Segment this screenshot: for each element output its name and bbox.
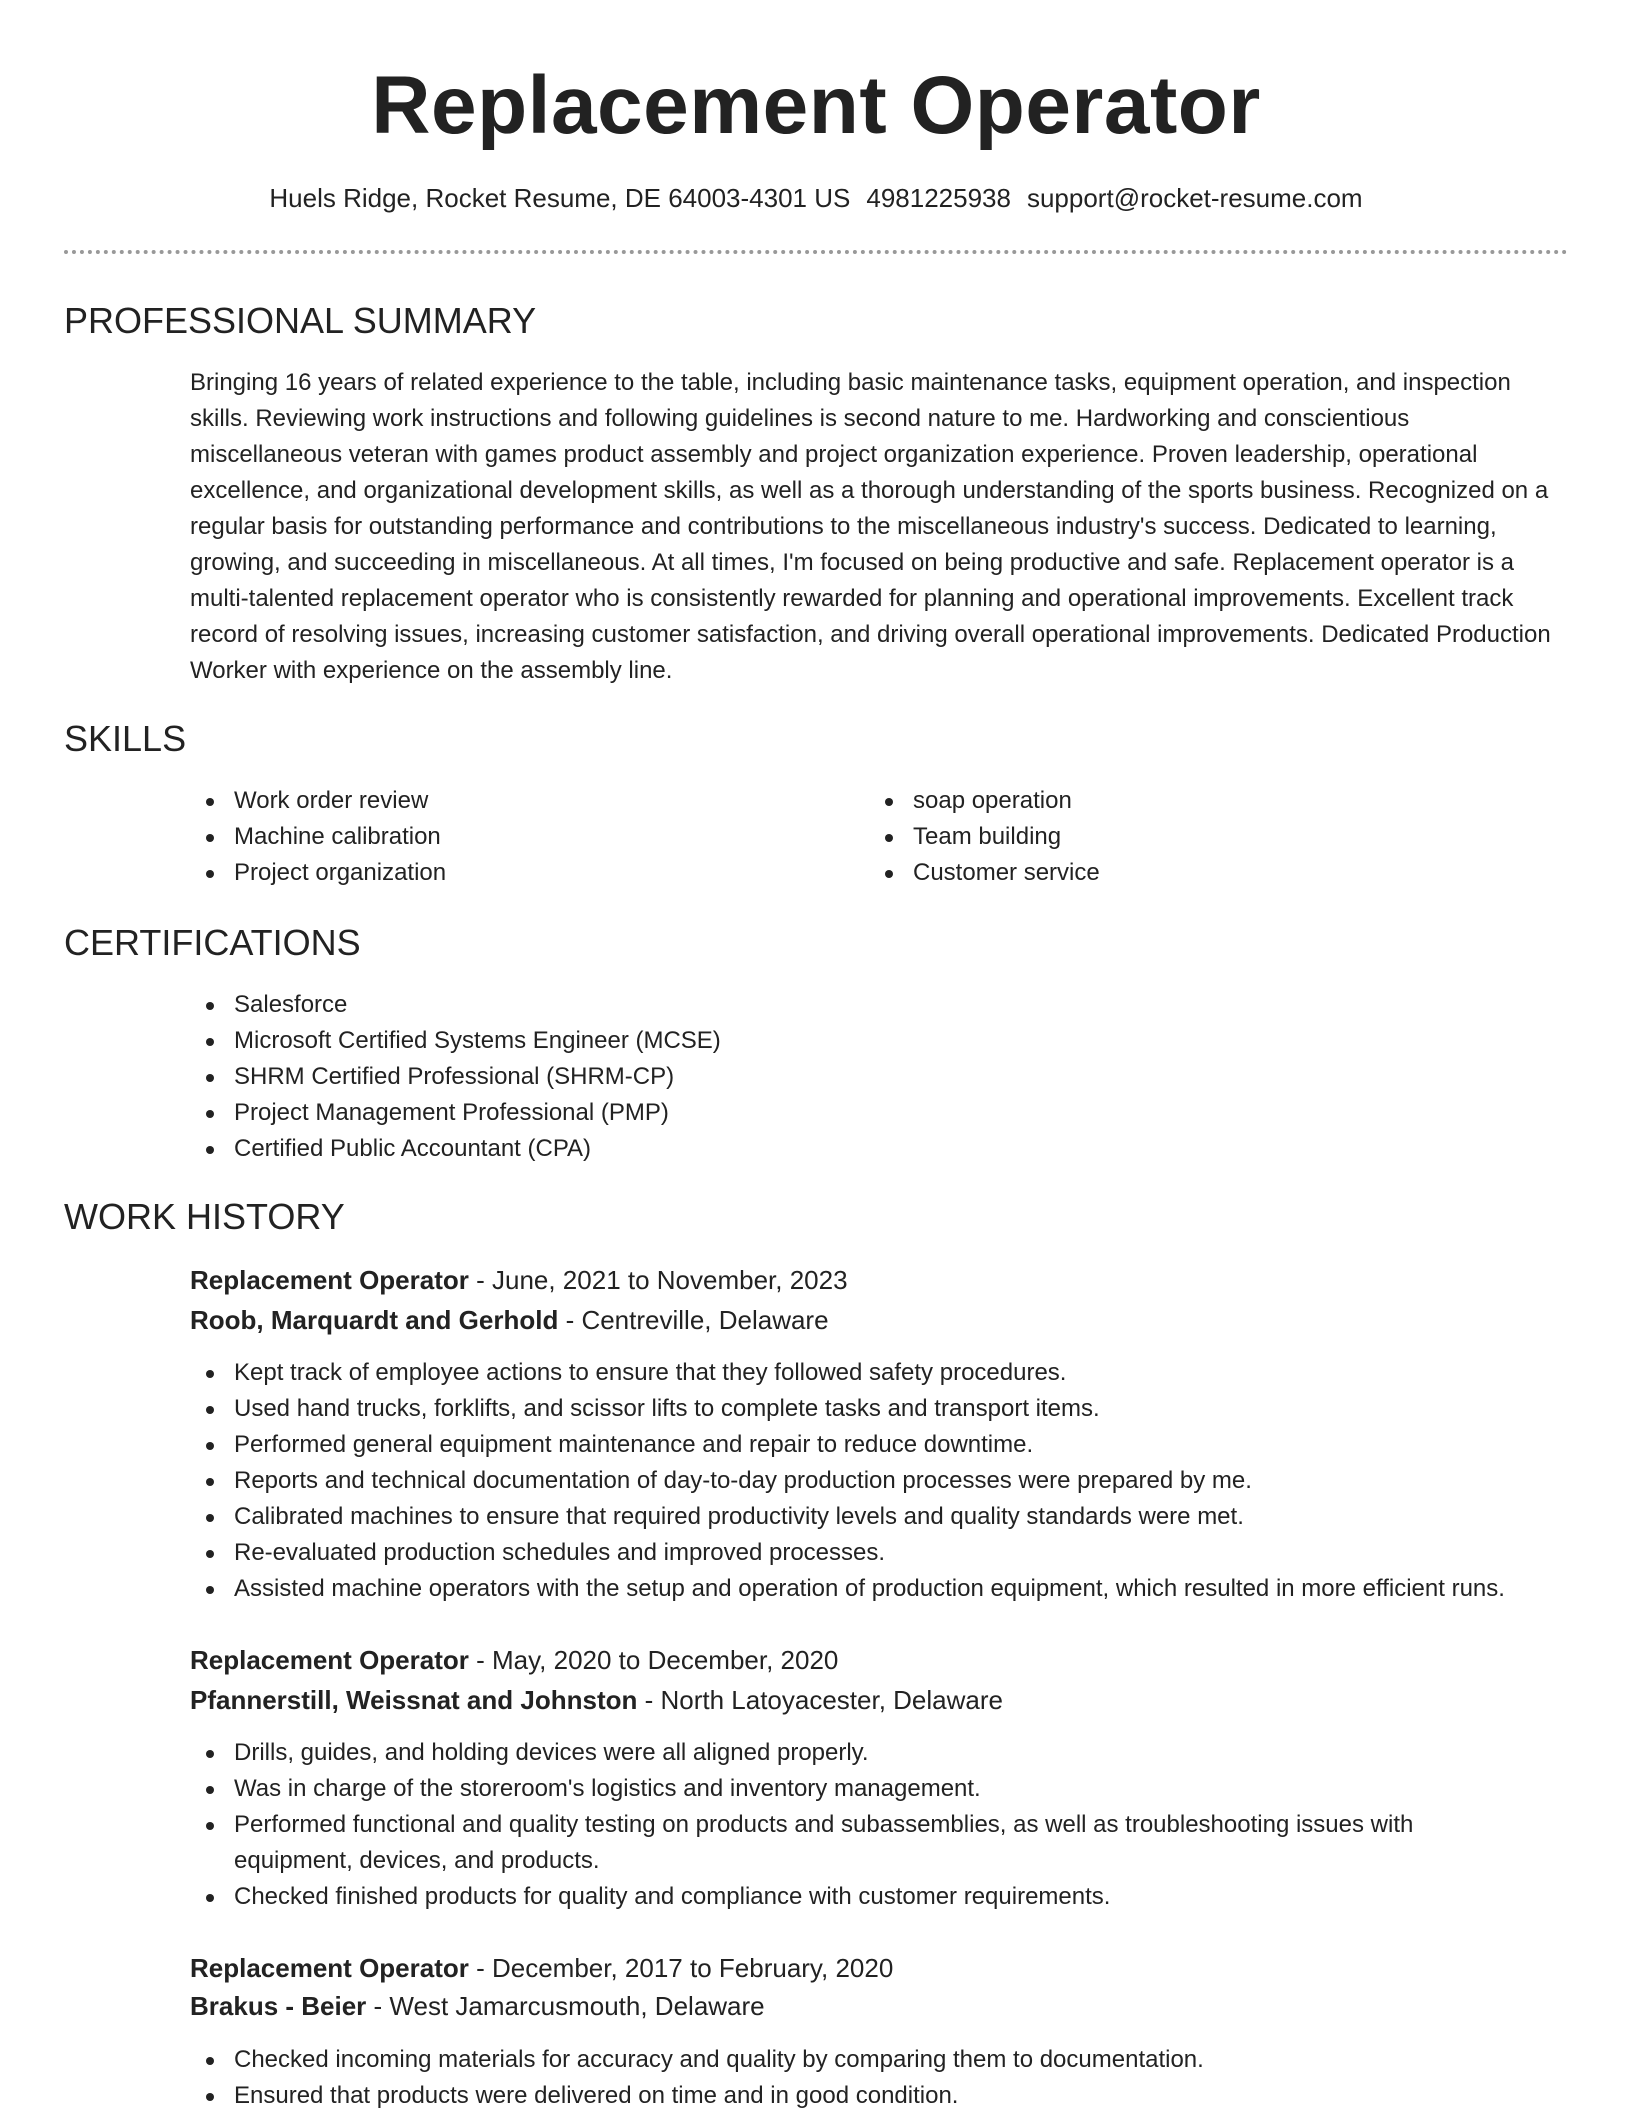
list-item: Re-evaluated production schedules and improved processes. xyxy=(190,1535,1590,1571)
list-item: SHRM Certified Professional (SHRM-CP) xyxy=(190,1059,1568,1095)
list-item: Microsoft Certified Systems Engineer (MCSE) xyxy=(190,1023,1568,1059)
list-item: Calibrated machines to ensure that required productivity levels and quality standards were met. xyxy=(190,1499,1590,1535)
list-item: Performed functional and quality testing on products and subassemblies, as well as troubleshooting issues with equipment, devices, and products. xyxy=(190,1807,1490,1879)
list-item: Team building xyxy=(869,819,1509,855)
list-item: Certified Public Accountant (CPA) xyxy=(190,1131,1568,1167)
section-title-summary: PROFESSIONAL SUMMARY xyxy=(64,300,537,341)
job-company: Pfannerstill, Weissnat and Johnston xyxy=(190,1685,638,1715)
list-item: Assisted machine operators with the setup and operation of production equipment, which resulted in more efficient runs. xyxy=(190,1571,1590,1607)
contact-phone: 4981225938 xyxy=(866,183,1011,213)
certifications-list xyxy=(190,987,1568,1167)
contact-address: Huels Ridge, Rocket Resume, DE 64003-4301 US xyxy=(269,183,851,213)
contact-email: support@rocket-resume.com xyxy=(1026,183,1363,213)
list-item: Performed general equipment maintenance and repair to reduce downtime. xyxy=(190,1427,1590,1463)
job-role: Replacement Operator xyxy=(190,1645,469,1675)
job-title-line xyxy=(190,1262,848,1298)
job-bullets xyxy=(190,1355,1590,1607)
list-item: Project Management Professional (PMP) xyxy=(190,1095,1568,1131)
list-item: Drills, guides, and holding devices were all aligned properly. xyxy=(190,1735,1490,1771)
job-location: - West Jamarcusmouth, Delaware xyxy=(366,1991,765,2021)
list-item: Work order review xyxy=(190,783,830,819)
job-company-line xyxy=(190,1988,765,2024)
list-item: Customer service xyxy=(869,855,1509,891)
job-company-line xyxy=(190,1302,829,1338)
job-title-line xyxy=(190,1950,893,1986)
job-role: Replacement Operator xyxy=(190,1953,469,1983)
list-item: soap operation xyxy=(869,783,1509,819)
list-item: Salesforce xyxy=(190,987,1568,1023)
list-item: Checked finished products for quality and compliance with customer requirements. xyxy=(190,1879,1490,1915)
list-item: Used hand trucks, forklifts, and scissor lifts to complete tasks and transport items. xyxy=(190,1391,1590,1427)
section-title-skills: SKILLS xyxy=(64,718,187,759)
list-item: Ensured that products were delivered on time and in good condition. xyxy=(190,2078,1568,2114)
section-title-certifications: CERTIFICATIONS xyxy=(64,922,361,963)
header-divider xyxy=(64,250,1568,254)
job-company: Roob, Marquardt and Gerhold xyxy=(190,1305,559,1335)
summary-text: Bringing 16 years of related experience to the table, including basic maintenance tasks, equipment operation, and inspection skills. Reviewing work instructions and following guidelines is second nature to me. Hardworking and conscientious miscellaneous veteran with games product assembly and project organization experience. Proven leadership, operational excellence, and organizational development skills, as well as a thorough understanding of the sports business. Recognized on a regular basis for outstanding performance and contributions to the miscellaneous industry's success. Dedicated to learning, growing, and succeeding in miscellaneous. At all times, I'm focused on being productive and safe. Replacement operator is a multi-talented replacement operator who is consistently rewarded for planning and operational improvements. Excellent track record of resolving issues, increasing customer satisfaction, and driving overall operational improvements. Dedicated Production Worker with experience on the assembly line. xyxy=(190,369,1551,684)
job-company: Brakus - Beier xyxy=(190,1991,367,2021)
job-dates: - December, 2017 to February, 2020 xyxy=(468,1953,894,1983)
job-location: - Centreville, Delaware xyxy=(558,1305,829,1335)
list-item: Machine calibration xyxy=(190,819,830,855)
job-bullets xyxy=(190,1735,1490,1915)
job-company-line xyxy=(190,1682,1003,1718)
skills-list-left xyxy=(190,783,830,891)
job-dates: - May, 2020 to December, 2020 xyxy=(468,1645,839,1675)
list-item: Reports and technical documentation of day-to-day production processes were prepared by me. xyxy=(190,1463,1590,1499)
section-title-work-history: WORK HISTORY xyxy=(64,1196,345,1237)
job-title-line xyxy=(190,1642,838,1678)
job-role: Replacement Operator xyxy=(190,1265,469,1295)
job-location: - North Latoyacester, Delaware xyxy=(637,1685,1003,1715)
list-item: Was in charge of the storeroom's logistics and inventory management. xyxy=(190,1771,1490,1807)
job-dates: - June, 2021 to November, 2023 xyxy=(468,1265,848,1295)
list-item: Checked incoming materials for accuracy and quality by comparing them to documentation. xyxy=(190,2042,1568,2078)
list-item: Project organization xyxy=(190,855,830,891)
contact-line xyxy=(0,180,1632,216)
candidate-name: Replacement Operator xyxy=(371,60,1261,151)
job-bullets xyxy=(190,2042,1568,2114)
list-item: Kept track of employee actions to ensure that they followed safety procedures. xyxy=(190,1355,1590,1391)
skills-list-right xyxy=(869,783,1509,891)
